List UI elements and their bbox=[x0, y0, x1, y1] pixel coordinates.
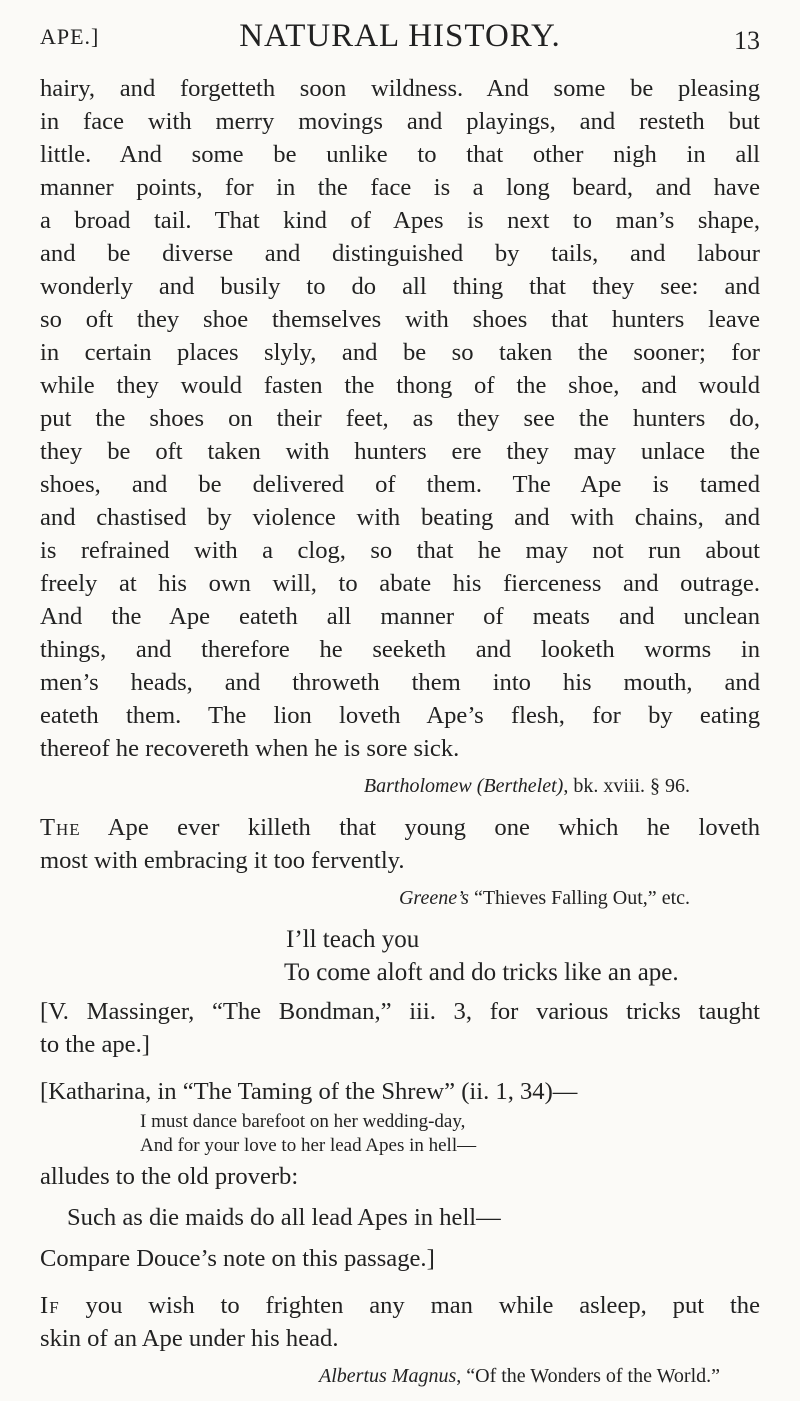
text-line: little. And some be unlike to that other nigh in all bbox=[40, 141, 760, 168]
text-line: to the ape.] bbox=[40, 1031, 150, 1058]
verse-line: I’ll teach you bbox=[286, 926, 420, 953]
text-line: most with embracing it too fervently. bbox=[40, 847, 405, 874]
text-line: men’s heads, and throweth them into his mouth, and bbox=[40, 669, 760, 696]
text-line: skin of an Ape under his head. bbox=[40, 1325, 339, 1352]
text-line: hairy, and forgetteth soon wildness. And some be pleasing bbox=[40, 75, 760, 102]
text-line: you wish to frighten any man while asleep, put the bbox=[85, 1292, 760, 1319]
text-line: things, and therefore he seeketh and looketh worms in bbox=[40, 636, 760, 663]
paragraph-bartholomew bbox=[40, 72, 760, 765]
citation-ref: , “Of the Wonders of the World.” bbox=[456, 1365, 720, 1387]
citation-author: Albertus Magnus bbox=[319, 1365, 457, 1387]
text-line: they be oft taken with hunters ere they may unlace the bbox=[40, 438, 760, 465]
citation-author: Bartholomew bbox=[363, 775, 472, 797]
text-line: in face with merry movings and playings, and resteth but bbox=[40, 108, 760, 135]
citation-author: Greene’s bbox=[398, 887, 469, 909]
quote-line: And for your love to her lead Apes in hell— bbox=[140, 1135, 477, 1156]
text-line: Ape ever killeth that young one which he loveth bbox=[107, 814, 760, 841]
lead-word: If bbox=[40, 1292, 60, 1319]
text-line: [V. Massinger, “The Bondman,” iii. 3, for various tricks taught bbox=[40, 998, 760, 1025]
paragraph-katharina bbox=[40, 1075, 760, 1108]
text-line: shoes, and be delivered of them. The Ape is tamed bbox=[40, 471, 760, 498]
header-title: NATURAL HISTORY. bbox=[239, 18, 561, 54]
text-line: freely at his own will, to abate his fierceness and outrage. bbox=[40, 570, 760, 597]
text-line: wonderly and busily to do all thing that they see: and bbox=[40, 273, 760, 300]
text-line: And the Ape eateth all manner of meats and unclean bbox=[40, 603, 760, 630]
citation-ref: , bk. xviii. § 96. bbox=[563, 775, 690, 797]
quote-line: I must dance barefoot on her wedding-day, bbox=[140, 1111, 466, 1132]
text-line: [Katharina, in “The Taming of the Shrew” (ii. 1, 34)— bbox=[40, 1078, 578, 1105]
text-line: and chastised by violence with beating and with chains, and bbox=[40, 504, 760, 531]
source-citation-albertus bbox=[40, 1361, 760, 1391]
source-citation-greene bbox=[40, 883, 760, 913]
source-citation-bartholomew bbox=[40, 771, 760, 801]
text-line: Compare Douce’s note on this passage.] bbox=[40, 1245, 435, 1272]
verse-quote bbox=[40, 923, 760, 989]
page-number: 13 bbox=[734, 26, 760, 55]
paragraph-albertus bbox=[40, 1289, 760, 1355]
text-line: put the shoes on their feet, as they see the hunters do, bbox=[40, 405, 760, 432]
paragraph-greene bbox=[40, 811, 760, 877]
text-line: manner points, for in the face is a long beard, and have bbox=[40, 174, 760, 201]
citation-ref: “Thieves Falling Out,” etc. bbox=[468, 887, 690, 909]
text-line: alludes to the old proverb: bbox=[40, 1163, 299, 1190]
text-line: so oft they shoe themselves with shoes that hunters leave bbox=[40, 306, 760, 333]
text-line: is refrained with a clog, so that he may not run about bbox=[40, 537, 760, 564]
paragraph-douce bbox=[40, 1242, 760, 1275]
paragraph-massinger bbox=[40, 995, 760, 1061]
verse-line: To come aloft and do tricks like an ape. bbox=[284, 959, 679, 986]
text-line: and be diverse and distinguished by tails, and labour bbox=[40, 240, 760, 267]
page-body bbox=[40, 72, 760, 1401]
text-line: while they would fasten the thong of the shoe, and would bbox=[40, 372, 760, 399]
header-section: APE.] bbox=[40, 24, 100, 49]
paragraph-proverb-intro bbox=[40, 1160, 760, 1193]
text-line: thereof he recovereth when he is sore sick. bbox=[40, 735, 460, 762]
shrew-quote bbox=[40, 1110, 760, 1158]
text-line: a broad tail. That kind of Apes is next to man’s shape, bbox=[40, 207, 760, 234]
text-line: in certain places slyly, and be so taken the sooner; for bbox=[40, 339, 760, 366]
proverb-line: Such as die maids do all lead Apes in hell— bbox=[67, 1204, 501, 1231]
lead-word: The bbox=[40, 814, 81, 841]
citation-edition: (Berthelet) bbox=[476, 775, 564, 797]
running-header bbox=[40, 14, 760, 54]
text-line: eateth them. The lion loveth Ape’s flesh, for by eating bbox=[40, 702, 760, 729]
